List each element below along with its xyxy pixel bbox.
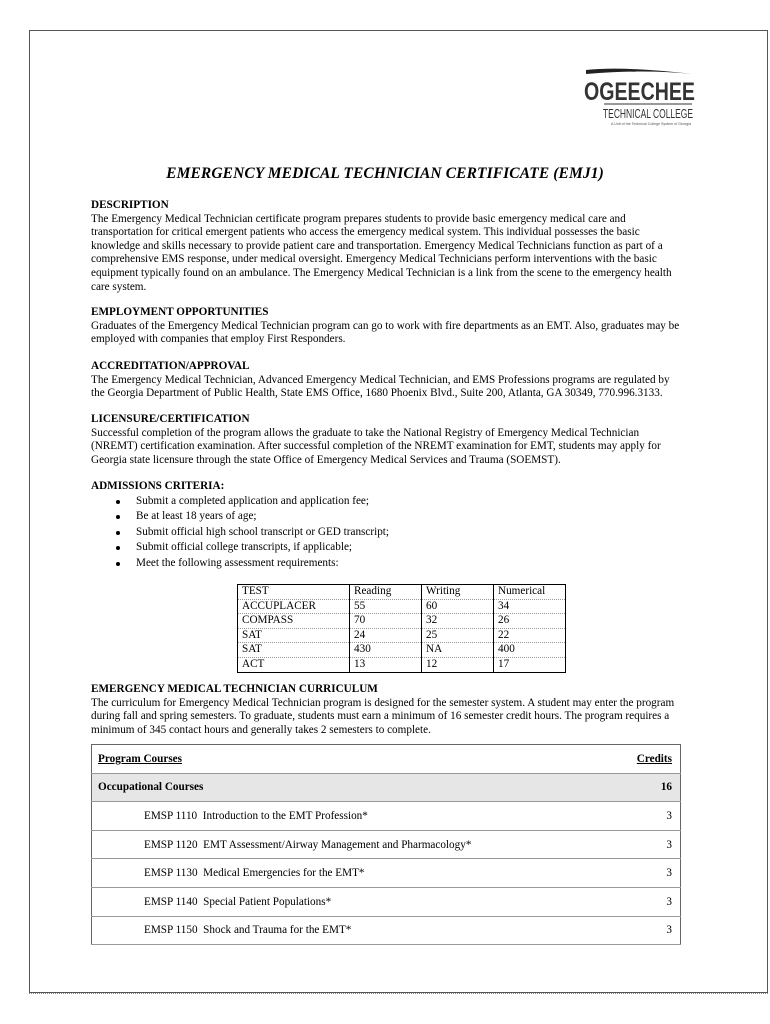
group-label: Occupational Courses xyxy=(92,773,607,802)
group-credits: 16 xyxy=(606,773,681,802)
list-item: Submit official college transcripts, if applicable; xyxy=(91,540,685,556)
course-title: Introduction to the EMT Profession* xyxy=(202,809,368,822)
list-item: Meet the following assessment requirements: xyxy=(91,556,685,572)
program-courses-label: Program Courses xyxy=(92,745,607,774)
list-item: Submit a completed application and application fee; xyxy=(91,494,685,510)
cell-reading: 24 xyxy=(350,628,422,643)
course-code: EMSP 1110 xyxy=(144,809,198,822)
table-row xyxy=(238,657,566,672)
course-title: Special Patient Populations* xyxy=(203,895,332,908)
courses-table xyxy=(91,744,681,945)
cell-writing: 25 xyxy=(422,628,494,643)
cell-numerical: 34 xyxy=(494,599,566,614)
admissions-list xyxy=(91,494,685,572)
admissions-heading: ADMISSIONS CRITERIA: xyxy=(91,480,225,492)
table-row xyxy=(92,859,681,888)
description-heading: DESCRIPTION xyxy=(91,199,169,211)
cell-reading: 55 xyxy=(350,599,422,614)
cell-test: COMPASS xyxy=(238,614,350,629)
licensure-section xyxy=(91,413,685,467)
logo-name-bottom: TECHNICAL COLLEGE xyxy=(603,107,693,121)
course-cell xyxy=(92,802,607,831)
course-cell xyxy=(92,830,607,859)
employment-body: Graduates of the Emergency Medical Technician program can go to work with fire departments as an EMT. Also, graduates may be employed with companies that employ First Responders. xyxy=(91,319,680,346)
course-cell xyxy=(92,859,607,888)
cell-numerical: 22 xyxy=(494,628,566,643)
cell-reading: 430 xyxy=(350,643,422,658)
cell-writing: 32 xyxy=(422,614,494,629)
assessment-table xyxy=(237,584,566,673)
table-row xyxy=(238,614,566,629)
course-title: Shock and Trauma for the EMT* xyxy=(203,924,352,937)
bottom-divider xyxy=(29,993,768,994)
cell-writing: 12 xyxy=(422,657,494,672)
course-credits: 3 xyxy=(606,830,681,859)
occupational-courses-row xyxy=(92,773,681,802)
cell-test: SAT xyxy=(238,628,350,643)
course-code: EMSP 1150 xyxy=(144,924,198,937)
list-item: Submit official high school transcript or GED transcript; xyxy=(91,525,685,541)
accreditation-heading: ACCREDITATION/APPROVAL xyxy=(91,360,250,372)
header-numerical: Numerical xyxy=(494,585,566,600)
course-title: Medical Emergencies for the EMT* xyxy=(203,867,365,880)
cell-reading: 70 xyxy=(350,614,422,629)
course-code: EMSP 1140 xyxy=(144,895,198,908)
table-row xyxy=(238,599,566,614)
employment-section xyxy=(91,306,685,347)
table-row xyxy=(238,643,566,658)
cell-numerical: 400 xyxy=(494,643,566,658)
licensure-body: Successful completion of the program allows the graduate to take the National Registry of Emergency Medical Technician (NREMT) certification examination. After successful completion of the NREMT examination for EMT, students may apply for Georgia state licensure through the state Office of Emergency Medical Services and Trauma (SOEMST). xyxy=(91,426,661,466)
course-title: EMT Assessment/Airway Management and Pharmacology* xyxy=(203,838,472,851)
header-test: TEST xyxy=(238,585,350,600)
course-credits: 3 xyxy=(606,802,681,831)
employment-heading: EMPLOYMENT OPPORTUNITIES xyxy=(91,306,269,318)
table-row xyxy=(92,916,681,945)
table-row xyxy=(92,830,681,859)
course-credits: 3 xyxy=(606,916,681,945)
document-title: EMERGENCY MEDICAL TECHNICIAN CERTIFICATE (EMJ1) xyxy=(166,165,604,182)
licensure-heading: LICENSURE/CERTIFICATION xyxy=(91,413,250,425)
curriculum-body: The curriculum for Emergency Medical Technician program is designed for the semester system. A student may enter the program during fall and spring semesters. To graduate, students must earn a minimum of 16 semester credit hours. The program requires a minimum of 345 contact hours and generally takes 2 semesters to complete. xyxy=(91,696,675,736)
course-cell xyxy=(92,916,607,945)
curriculum-heading: EMERGENCY MEDICAL TECHNICIAN CURRICULUM xyxy=(91,683,378,695)
courses-header-row xyxy=(92,745,681,774)
description-section xyxy=(91,199,685,294)
course-cell xyxy=(92,887,607,916)
course-code: EMSP 1130 xyxy=(144,867,198,880)
logo-name-top: OGEECHEE xyxy=(584,78,695,106)
logo-tagline: A Unit of the Technical College System of Georgia xyxy=(611,122,692,126)
table-row xyxy=(238,628,566,643)
table-row xyxy=(92,887,681,916)
description-body: The Emergency Medical Technician certificate program prepares students to provide basic emergency medical care and transportation for critical emergent patients who access the emergency medical system. This individual possesses the basic knowledge and skills necessary to provide patient care and transportation. Emergency Medical Technicians function as part of a comprehensive EMS response, under medical oversight. Emergency Medical Technicians perform interventions with the basic equipment typically found on an ambulance. The Emergency Medical Technician is a link from the scene to the emergency health care system. xyxy=(91,212,672,293)
course-credits: 3 xyxy=(606,887,681,916)
table-row xyxy=(92,802,681,831)
cell-test: ACCUPLACER xyxy=(238,599,350,614)
table-header-row xyxy=(238,585,566,600)
cell-numerical: 17 xyxy=(494,657,566,672)
admissions-section xyxy=(91,480,685,572)
course-code: EMSP 1120 xyxy=(144,838,198,851)
curriculum-section xyxy=(91,683,685,737)
cell-numerical: 26 xyxy=(494,614,566,629)
cell-test: ACT xyxy=(242,657,265,670)
college-logo xyxy=(584,68,696,134)
accreditation-section xyxy=(91,360,685,401)
cell-writing: NA xyxy=(422,643,494,658)
cell-reading: 13 xyxy=(350,657,422,672)
list-item: Be at least 18 years of age; xyxy=(91,509,685,525)
cell-test: SAT xyxy=(238,643,350,658)
accreditation-body: The Emergency Medical Technician, Advanced Emergency Medical Technician, and EMS Professions programs are regulated by the Georgia Department of Public Health, State EMS Office, 1680 Phoenix Blvd., Suite 200, Atlanta, GA 30349, 770.996.3133. xyxy=(91,373,670,400)
cell-writing: 60 xyxy=(422,599,494,614)
header-reading: Reading xyxy=(350,585,422,600)
course-credits: 3 xyxy=(606,859,681,888)
credits-label: Credits xyxy=(606,745,681,774)
header-writing: Writing xyxy=(422,585,494,600)
